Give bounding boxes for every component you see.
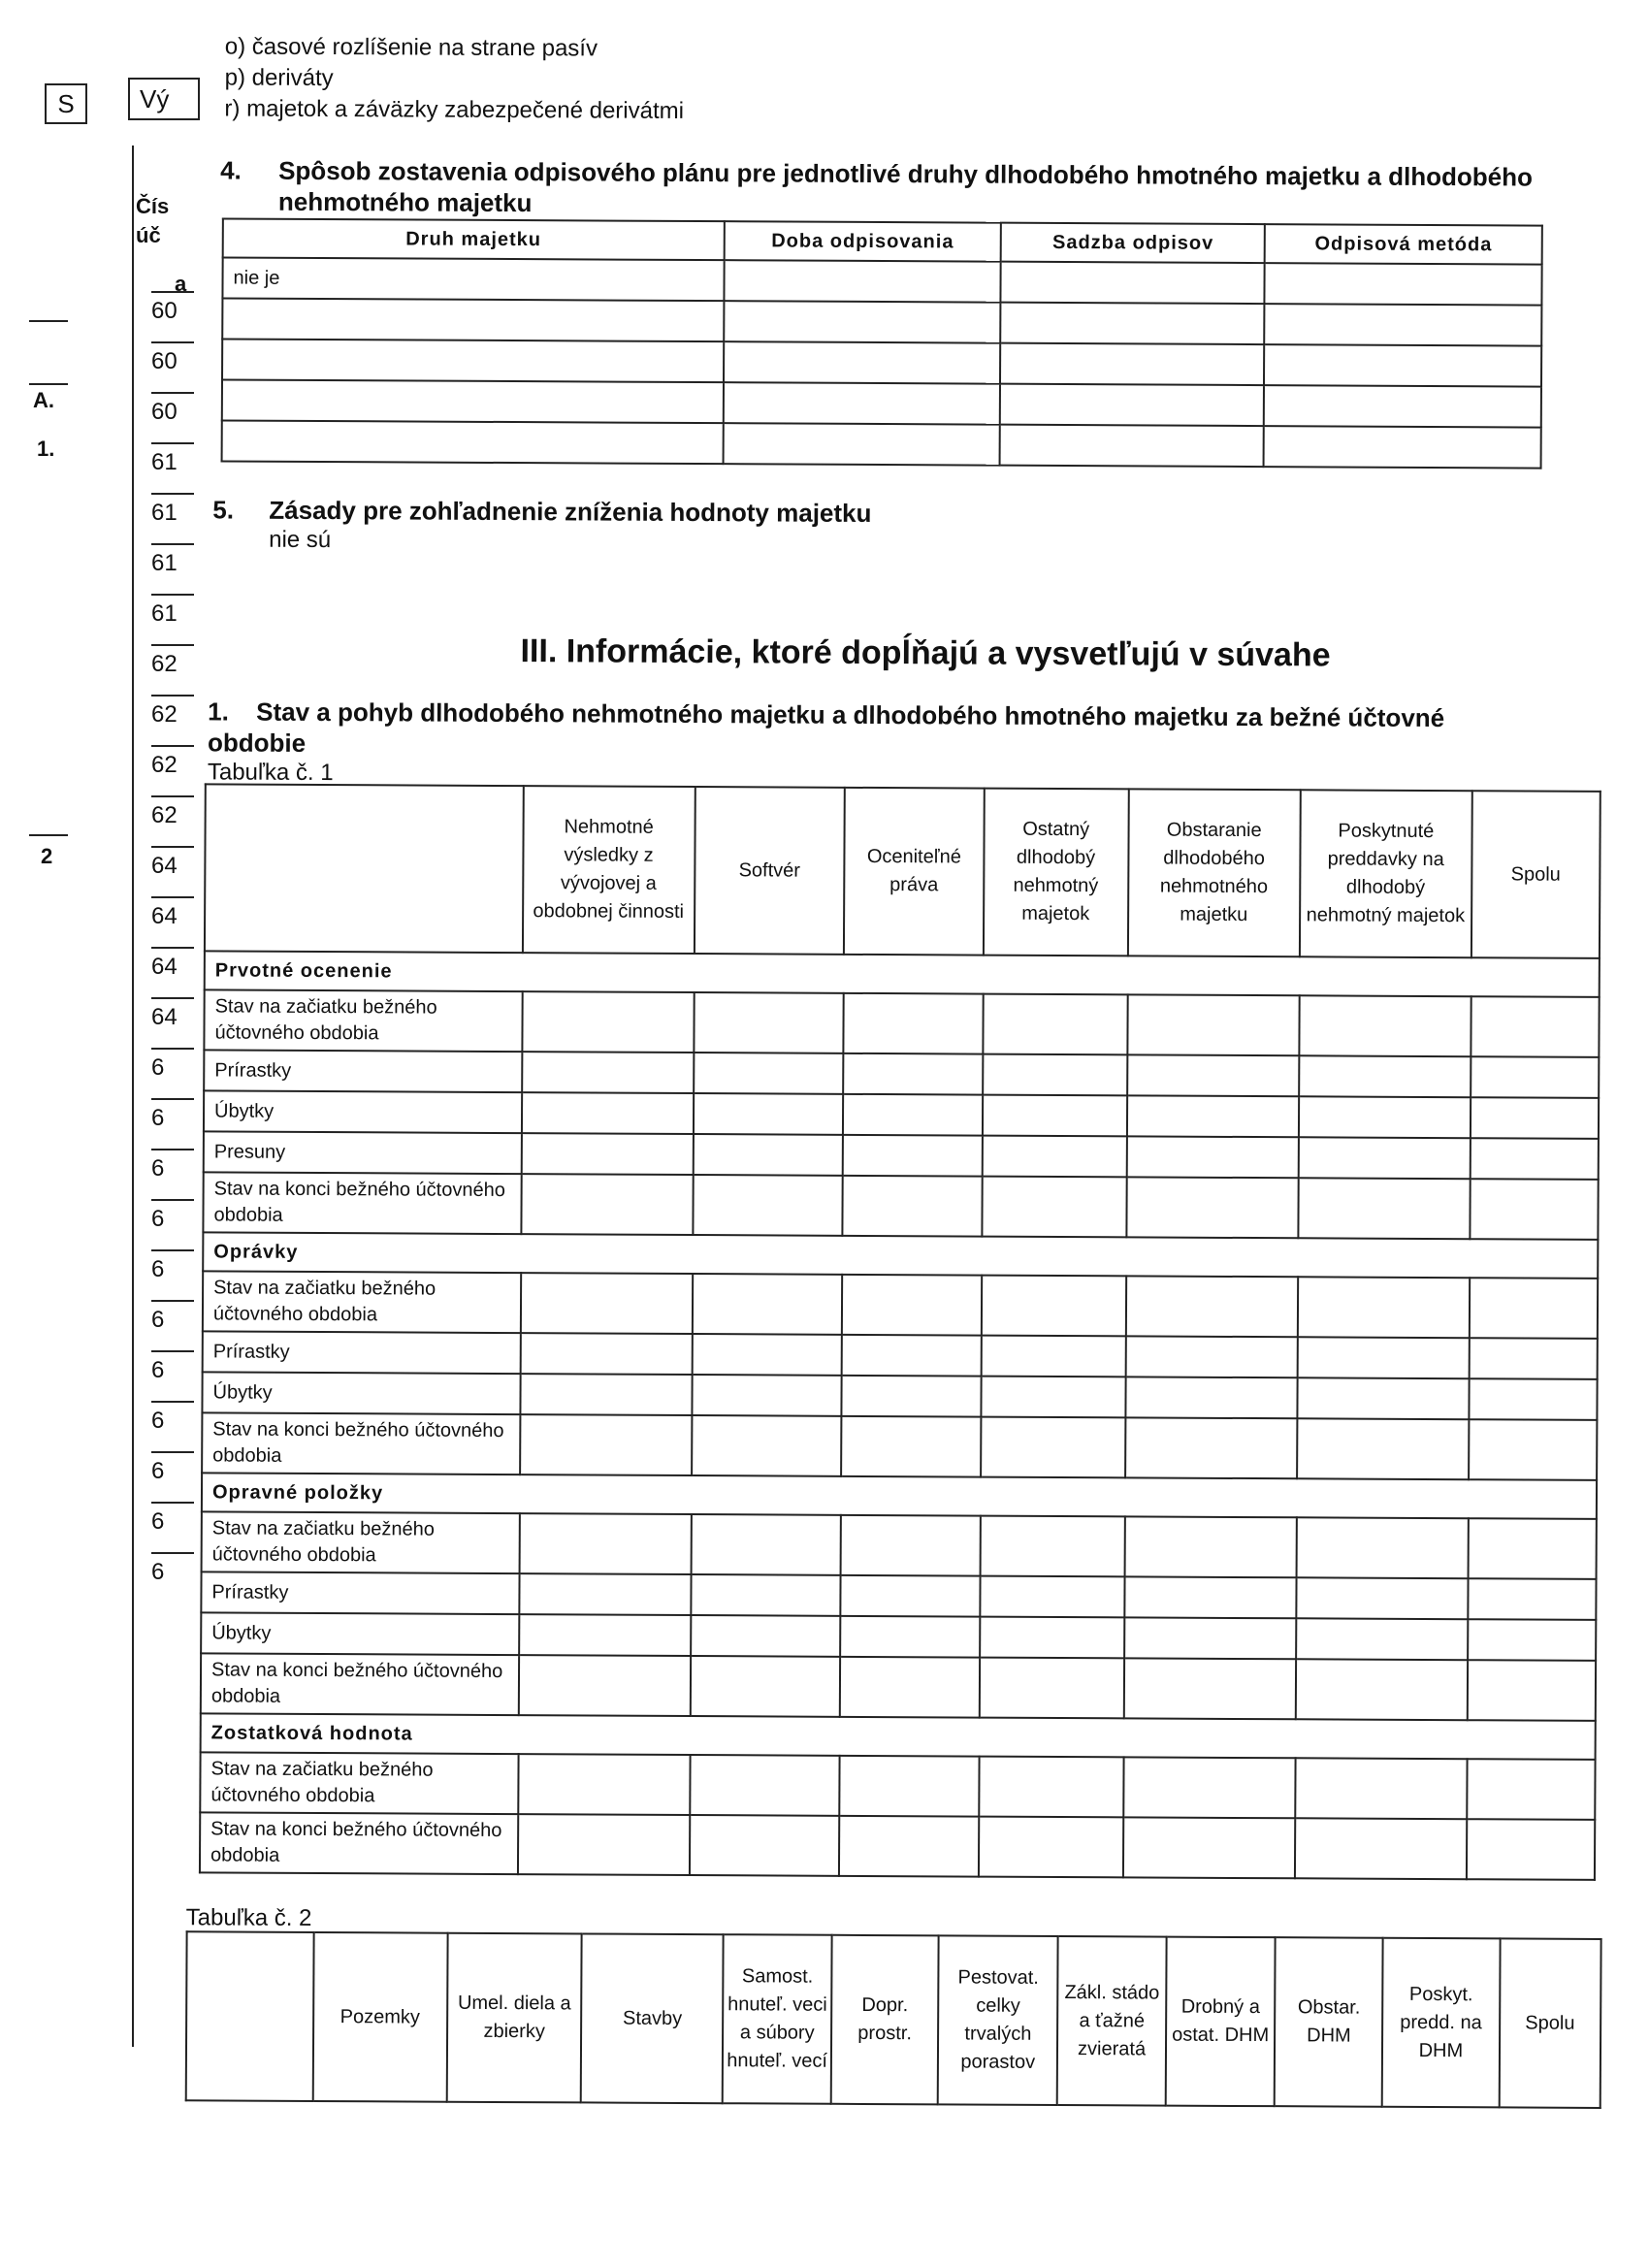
t4-cell [222, 420, 724, 464]
empty-cell [1299, 995, 1471, 1056]
empty-cell [519, 1614, 691, 1656]
t2-header: Zákl. stádo a ťažné zvieratá [1057, 1936, 1166, 2106]
under-code: 64 [151, 846, 194, 885]
empty-cell [517, 1814, 689, 1875]
table2-caption: Tabuľka č. 2 [185, 1904, 312, 1931]
under-code: 6 [151, 1249, 194, 1288]
under-code: 62 [151, 795, 194, 834]
intro-item-p: p) deriváty [224, 64, 334, 92]
empty-cell [981, 1336, 1125, 1377]
empty-cell [1297, 1418, 1469, 1479]
under-code: 60 [151, 291, 194, 330]
row-label: Stav na konci bežného účtovného obdobia [201, 1653, 519, 1715]
table-row [222, 379, 1541, 427]
t4-cell [1000, 425, 1264, 467]
empty-cell [840, 1616, 980, 1658]
t4-cell [724, 341, 1001, 383]
empty-cell [694, 1053, 844, 1094]
table-row [200, 1752, 1595, 1820]
under-code: 6 [151, 1149, 194, 1187]
under-rule [29, 320, 68, 322]
empty-cell [693, 1134, 843, 1176]
empty-cell [982, 1136, 1126, 1178]
empty-cell [843, 1135, 983, 1177]
empty-cell [1123, 1757, 1295, 1818]
row-label: Úbytky [202, 1372, 520, 1414]
group-label: Opravné položky [202, 1473, 1597, 1519]
t4-cell [222, 379, 724, 423]
empty-cell [1296, 1659, 1468, 1720]
t2-header: Spolu [1499, 1938, 1600, 2108]
empty-cell [1126, 1136, 1298, 1178]
under-rule [29, 383, 68, 385]
t4-cell [1265, 263, 1542, 305]
empty-cell [692, 1375, 842, 1416]
row-label: Prírastky [203, 1331, 521, 1374]
empty-cell [1124, 1516, 1296, 1577]
empty-cell [1295, 1818, 1467, 1879]
row-label: Stav na konci bežného účtovného obdobia [200, 1812, 518, 1874]
under-code: 61 [151, 543, 194, 582]
empty-cell [979, 1817, 1123, 1878]
group-label: Zostatková hodnota [201, 1713, 1596, 1760]
empty-cell [1467, 1759, 1595, 1820]
empty-cell [1471, 1097, 1599, 1139]
under-code: 6 [151, 1300, 194, 1339]
under-rule [29, 834, 68, 836]
row-label: Stav na začiatku bežného účtovného obdobia [203, 1271, 521, 1333]
empty-cell [518, 1655, 690, 1716]
empty-cell [1125, 1336, 1297, 1377]
empty-cell [1467, 1819, 1595, 1880]
empty-cell [843, 1094, 983, 1136]
t4-cell [1264, 344, 1541, 386]
table-row [204, 1050, 1599, 1098]
empty-cell [981, 1417, 1125, 1478]
table-row [203, 1271, 1598, 1339]
table-row [201, 1571, 1596, 1620]
t4-cell [1265, 304, 1542, 345]
t4-cell [724, 260, 1001, 302]
table-row [203, 1172, 1598, 1240]
t4-cell [723, 423, 1000, 465]
table-row [202, 1412, 1597, 1480]
under-code: 6 [151, 1401, 194, 1440]
empty-cell [1468, 1578, 1596, 1620]
t4-cell [724, 382, 1001, 424]
under-code: 64 [151, 997, 194, 1036]
under-marker-1: 1. [37, 437, 55, 461]
empty-cell [1123, 1817, 1295, 1878]
empty-cell [1471, 1056, 1599, 1098]
empty-cell [519, 1573, 691, 1615]
empty-cell [1468, 1619, 1596, 1661]
t4-cell [1001, 262, 1265, 304]
empty-cell [521, 1092, 693, 1134]
t1-header: Softvér [695, 787, 846, 955]
table-row [222, 257, 1541, 305]
table-row [201, 1653, 1596, 1721]
empty-cell [692, 1415, 842, 1476]
empty-cell [844, 993, 984, 1054]
empty-cell [1124, 1617, 1296, 1659]
table-row [222, 339, 1541, 386]
empty-cell [983, 1095, 1127, 1137]
under-code: 6 [151, 1451, 194, 1490]
empty-cell [839, 1816, 979, 1877]
row-label: Stav na začiatku bežného účtovného obdobia [200, 1752, 518, 1814]
table-row [222, 420, 1541, 468]
t1-header: Ostatný dlhodobý nehmotný majetok [984, 789, 1129, 956]
t2-header: Samost. hnuteľ. veci a súbory hnuteľ. vecí [723, 1934, 831, 2104]
empty-cell [983, 994, 1127, 1055]
empty-cell [979, 1658, 1123, 1719]
empty-cell [691, 1574, 841, 1616]
under-box-s: S [45, 83, 87, 124]
empty-cell [1127, 1095, 1299, 1137]
empty-cell [1470, 1278, 1598, 1339]
table-row [203, 1331, 1598, 1379]
empty-cell [1296, 1618, 1468, 1660]
tangible-assets-table [185, 1930, 1602, 2109]
under-code: 61 [151, 493, 194, 532]
under-code: 61 [151, 594, 194, 632]
empty-cell [1468, 1660, 1596, 1721]
t4-cell [1000, 384, 1264, 426]
t4-header-sadzba: Sadzba odpisov [1001, 223, 1265, 263]
t4-cell [222, 298, 724, 341]
empty-cell [1124, 1576, 1296, 1618]
empty-cell [521, 1174, 693, 1235]
t2-header: Stavby [581, 1933, 724, 2103]
section4-title-line2: nehmotného majetku [277, 186, 533, 218]
empty-cell [1469, 1338, 1597, 1379]
under-code: 62 [151, 695, 194, 733]
empty-cell [521, 1133, 693, 1175]
empty-cell [1125, 1276, 1297, 1337]
row-label: Úbytky [204, 1090, 522, 1133]
empty-cell [842, 1335, 982, 1377]
table-row [201, 1612, 1596, 1661]
empty-cell [980, 1617, 1124, 1659]
empty-cell [1123, 1658, 1295, 1719]
under-code: 62 [151, 644, 194, 683]
empty-cell [1471, 996, 1599, 1057]
under-box-vy: Vý [128, 78, 200, 120]
section4-number: 4. [220, 155, 242, 185]
under-code: 62 [151, 745, 194, 784]
content-sheet [124, 10, 1649, 2249]
empty-cell [1471, 1138, 1599, 1180]
t1-header: Obstaranie dlhodobého nehmotného majetku [1128, 789, 1301, 956]
empty-cell [980, 1576, 1124, 1618]
empty-cell [1468, 1518, 1596, 1579]
under-code: 61 [151, 442, 194, 481]
row-label: Prírastky [204, 1050, 522, 1092]
under-code: 6 [151, 1552, 194, 1591]
section5-answer: nie sú [269, 526, 332, 554]
t4-cell: nie je [222, 257, 724, 301]
empty-cell [690, 1656, 840, 1717]
empty-cell [694, 1093, 844, 1135]
table-row [202, 1511, 1597, 1579]
empty-cell [981, 1276, 1125, 1337]
row-label: Stav na konci bežného účtovného obdobia [203, 1172, 521, 1234]
row-label: Presuny [204, 1131, 522, 1174]
part3-title: III. Informácie, ktoré dopĺňajú a vysvetľujú v súvahe [520, 632, 1331, 674]
intangible-assets-table [199, 783, 1601, 1881]
under-col-a: a [175, 272, 187, 296]
empty-cell [842, 1275, 982, 1336]
empty-cell [842, 1376, 982, 1417]
empty-cell [519, 1513, 691, 1574]
under-code: 60 [151, 392, 194, 431]
empty-cell [982, 1177, 1126, 1238]
t1-header: Poskytnuté preddavky na dlhodobý nehmotný majetok [1300, 790, 1472, 957]
empty-cell [520, 1333, 692, 1375]
t4-cell [724, 301, 1001, 342]
empty-cell [1125, 1417, 1297, 1478]
row-label: Stav na konci bežného účtovného obdobia [202, 1412, 520, 1474]
empty-cell [843, 1053, 983, 1095]
empty-cell [1127, 994, 1299, 1055]
empty-cell [518, 1754, 690, 1815]
empty-cell [691, 1514, 841, 1575]
table1-caption: Tabuľka č. 1 [207, 759, 334, 787]
empty-cell [1296, 1577, 1468, 1619]
under-header-cis: Čís [136, 194, 170, 218]
empty-cell [1470, 1179, 1598, 1240]
intro-item-r: r) majetok a záväzky zabezpečené derivátmi [224, 95, 685, 124]
t2-header: Poskyt. predd. na DHM [1382, 1938, 1500, 2108]
empty-cell [840, 1657, 980, 1718]
empty-cell [1297, 1377, 1469, 1419]
empty-cell [843, 1176, 983, 1237]
under-marker-a: A. [33, 388, 54, 412]
empty-cell [691, 1615, 841, 1657]
t1-header: Oceniteľné práva [844, 788, 984, 956]
under-code: 6 [151, 1502, 194, 1540]
group-label: Prvotné ocenenie [205, 951, 1600, 997]
t1-header: Nehmotné výsledky z vývojovej a obdobnej činnosti [522, 786, 695, 954]
empty-cell [979, 1757, 1123, 1818]
section1-title-line2: obdobie [207, 728, 307, 758]
empty-cell [841, 1575, 981, 1617]
under-code: 6 [151, 1048, 194, 1086]
empty-cell [1127, 1054, 1299, 1096]
table-row [204, 1131, 1599, 1180]
table-row [200, 1812, 1595, 1880]
empty-cell [841, 1515, 981, 1576]
empty-cell [692, 1274, 842, 1335]
t4-header-doba: Doba odpisovania [724, 221, 1001, 261]
under-code: 60 [151, 341, 194, 380]
empty-cell [690, 1755, 840, 1816]
t1-header [205, 784, 523, 953]
table-row [222, 298, 1541, 345]
t1-header: Spolu [1471, 791, 1600, 958]
empty-cell [1298, 1277, 1470, 1338]
t2-header [186, 1931, 314, 2101]
empty-cell [522, 991, 694, 1053]
empty-cell [980, 1516, 1124, 1577]
under-code: 6 [151, 1199, 194, 1238]
t2-header: Pestovat. celky trvalých porastov [938, 1935, 1058, 2105]
t2-header: Obstar. DHM [1275, 1937, 1383, 2107]
row-label: Prírastky [201, 1571, 519, 1614]
t4-cell [1264, 426, 1541, 468]
row-label: Stav na začiatku bežného účtovného obdobia [204, 989, 522, 1052]
t4-header-druh: Druh majetku [223, 218, 725, 260]
table-row [202, 1372, 1597, 1420]
section5-title: Zásady pre zohľadnenie zníženia hodnoty majetku [269, 495, 872, 528]
t2-header: Umel. diela a zbierky [446, 1933, 582, 2103]
empty-cell [1298, 1137, 1470, 1179]
t4-cell [1264, 385, 1541, 427]
group-label: Oprávky [203, 1232, 1598, 1279]
depreciation-plan-table [221, 217, 1543, 469]
section4-title-line1: Spôsob zostavenia odpisového plánu pre jednotlivé druhy dlhodobého hmotného majetku a dlhodobého [278, 155, 1534, 192]
t4-cell [1001, 303, 1265, 344]
row-label: Úbytky [201, 1612, 519, 1655]
empty-cell [520, 1273, 692, 1334]
under-code: 64 [151, 896, 194, 935]
empty-cell [839, 1756, 979, 1817]
empty-cell [1295, 1758, 1467, 1819]
empty-cell [1125, 1377, 1297, 1418]
empty-cell [1126, 1177, 1298, 1238]
empty-cell [522, 1052, 694, 1093]
under-code: 6 [151, 1098, 194, 1137]
table-row [204, 1090, 1599, 1139]
under-marker-2: 2 [41, 844, 53, 868]
under-header-uc: úč [136, 223, 161, 247]
t2-header: Dopr. prostr. [831, 1935, 939, 2105]
empty-cell [981, 1377, 1125, 1418]
t2-header: Pozemky [312, 1932, 447, 2102]
empty-cell [520, 1374, 692, 1415]
empty-cell [983, 1054, 1127, 1096]
empty-cell [520, 1414, 692, 1475]
empty-cell [693, 1175, 843, 1236]
t4-header-metoda: Odpisová metóda [1265, 224, 1542, 264]
section1-title-line1: Stav a pohyb dlhodobého nehmotného majetku a dlhodobého hmotného majetku za bežné účtovné [256, 697, 1445, 733]
empty-cell [1299, 1055, 1471, 1097]
empty-cell [1296, 1517, 1468, 1578]
empty-cell [692, 1334, 842, 1376]
empty-cell [1297, 1337, 1469, 1378]
t4-cell [1000, 343, 1264, 385]
empty-cell [1469, 1419, 1597, 1480]
empty-cell [1469, 1378, 1597, 1420]
intro-item-o: o) časové rozlíšenie na strane pasív [224, 33, 598, 62]
t2-header: Drobný a ostat. DHM [1165, 1937, 1276, 2107]
section1-number: 1. [208, 697, 229, 727]
row-label: Stav na začiatku bežného účtovného obdobia [202, 1511, 520, 1573]
empty-cell [690, 1815, 840, 1876]
t4-cell [222, 339, 724, 382]
under-code: 6 [151, 1350, 194, 1389]
empty-cell [841, 1416, 981, 1477]
empty-cell [694, 992, 844, 1053]
table-row [204, 989, 1599, 1057]
under-code: 64 [151, 947, 194, 986]
empty-cell [1299, 1096, 1471, 1138]
section5-number: 5. [212, 495, 235, 525]
empty-cell [1298, 1178, 1470, 1239]
